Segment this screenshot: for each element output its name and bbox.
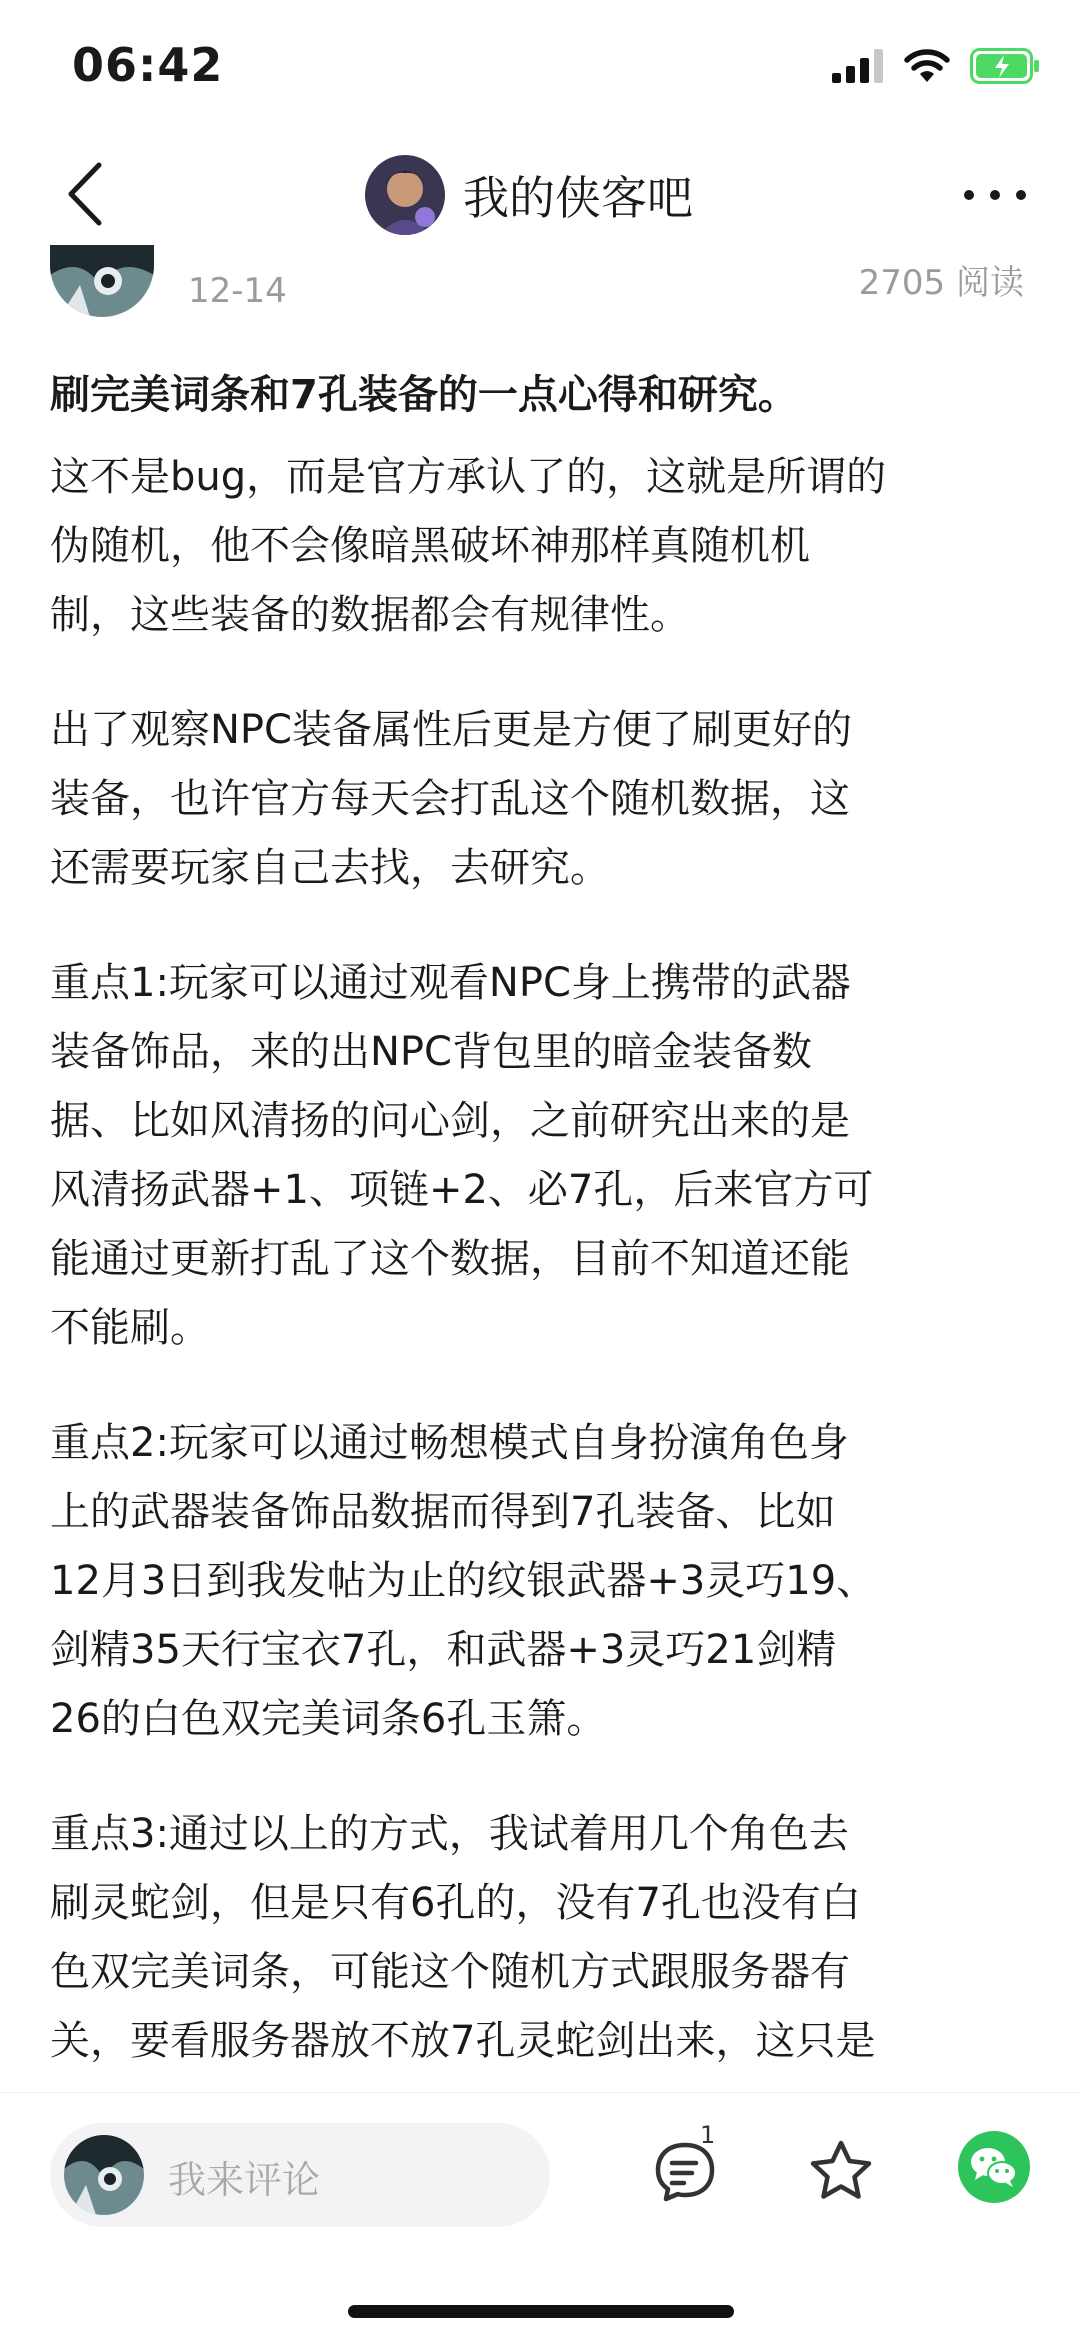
back-button[interactable]: [50, 154, 120, 234]
more-dots-icon: [963, 189, 1027, 201]
user-avatar-image: [64, 2135, 144, 2215]
wifi-icon: [904, 48, 950, 84]
post-body: [50, 365, 1040, 2090]
bottom-bar: [0, 2092, 1080, 2339]
comment-placeholder: 我来评论: [168, 2158, 321, 2202]
wechat-icon: [969, 2145, 1019, 2189]
chevron-left-icon: [65, 161, 105, 227]
home-indicator: [348, 2305, 734, 2318]
more-button[interactable]: [950, 160, 1040, 230]
post-title: 刷完美词条和7孔装备的一点心得和研究。: [50, 372, 798, 418]
nav-bar: [0, 130, 1080, 260]
post-date: 12-14: [188, 271, 287, 311]
favorite-button[interactable]: [806, 2137, 876, 2207]
wechat-share-button[interactable]: [958, 2131, 1030, 2203]
post-paragraph: 出了观察NPC装备属性后更是方便了刷更好的 装备，也许官方每天会打乱这个随机数据，这 还需要玩家自己去找，去研究。: [50, 707, 852, 891]
comment-count-badge: 1: [700, 2121, 716, 2149]
post-paragraph: 重点1:玩家可以通过观看NPC身上携带的武器 装备饰品，来的出NPC背包里的暗金装备数 据、比如风清扬的问心剑，之前研究出来的是 风清扬武器+1、项链+2、必7孔，后来官方可 能通过更新打乱了这个数据，目前不知道还能 不能刷。: [50, 960, 874, 1351]
forum-header[interactable]: [365, 150, 693, 240]
post-paragraph: 重点3:通过以上的方式，我试着用几个角色去 刷灵蛇剑，但是只有6孔的，没有7孔也没有白 色双完美词条，可能这个随机方式跟服务器有 关，要看服务器放不放7孔灵蛇剑出来，这只是: [50, 1811, 876, 2064]
nav-title: 我的侠客吧: [463, 171, 693, 225]
comment-input[interactable]: [50, 2123, 550, 2227]
post-meta: [0, 255, 1080, 335]
post-paragraph: 重点2:玩家可以通过畅想模式自身扮演角色身 上的武器装备饰品数据而得到7孔装备、比如 12月3日到我发帖为止的纹银武器+3灵巧19、 剑精35天行宝衣7孔，和武器+3灵巧21剑精 26的白色双完美词条6孔玉箫。: [50, 1420, 877, 1742]
user-avatar: [64, 2135, 144, 2215]
author-avatar-image: [50, 245, 154, 317]
signal-icon: [832, 49, 884, 83]
read-count: 2705 阅读: [858, 263, 1024, 303]
battery-charging-icon: [970, 48, 1040, 84]
forum-avatar-image: [365, 155, 445, 235]
status-bar: [0, 0, 1080, 130]
status-time: 06:42: [72, 38, 224, 92]
author-avatar[interactable]: [50, 245, 154, 317]
forum-avatar[interactable]: [365, 155, 445, 235]
post-paragraph: 这不是bug，而是官方承认了的，这就是所谓的 伪随机，他不会像暗黑破坏神那样真随机机 制，这些装备的数据都会有规律性。: [50, 454, 887, 638]
status-icons: [832, 44, 1040, 88]
star-icon: [806, 2137, 876, 2207]
